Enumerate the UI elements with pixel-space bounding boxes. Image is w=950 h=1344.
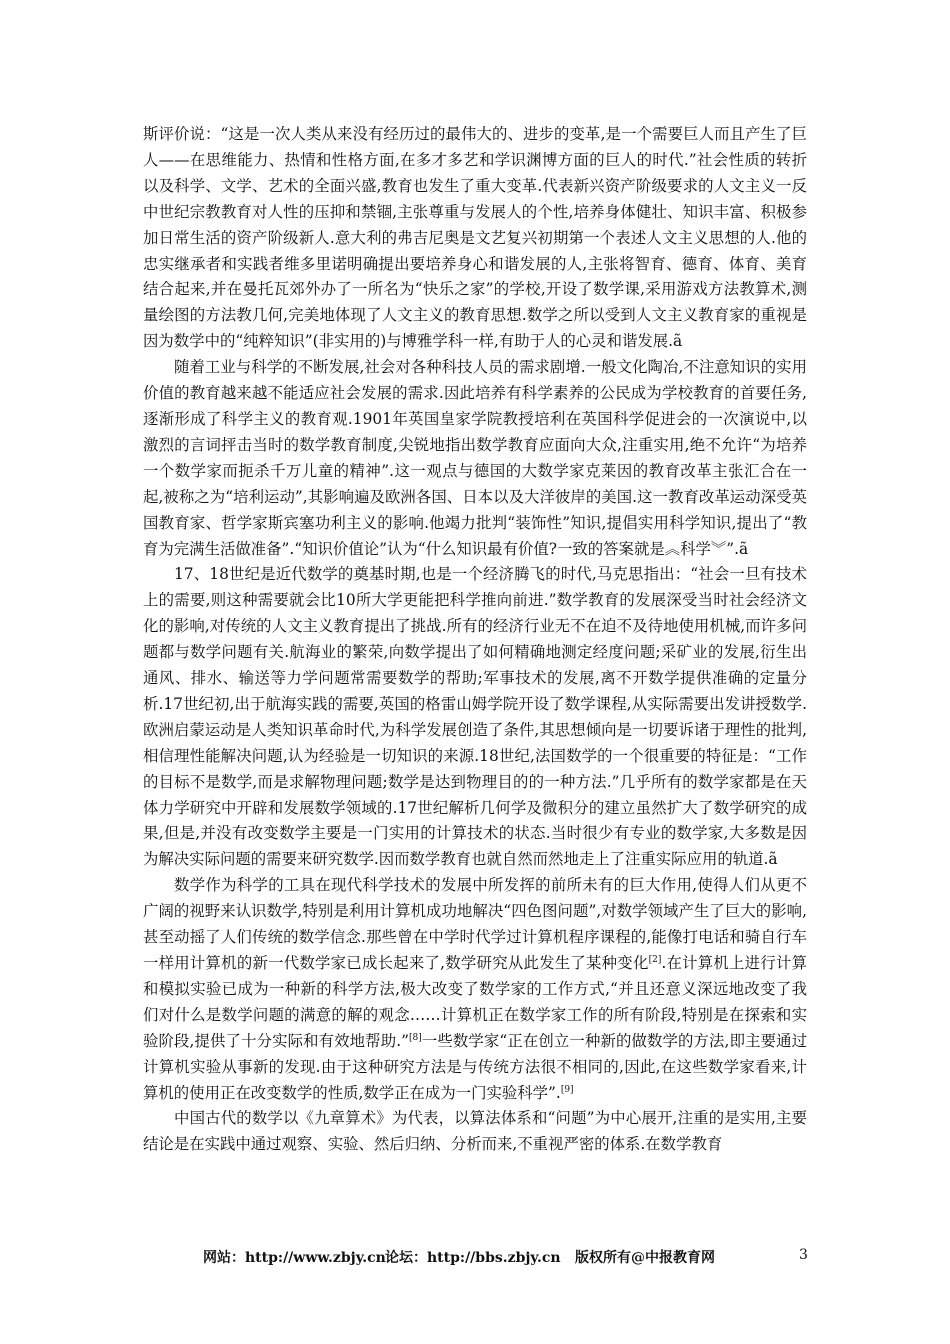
page-number: 3 [799,1247,808,1263]
body-paragraph [143,355,807,562]
body-paragraph [143,1106,807,1158]
paragraph-text: 数学作为科学的工具在现代科学技术的发展中所发挥的前所未有的巨大作用,使得人们从更不广阔的视野来认识数学,特别是利用计算机成功地解决“四色图问题”,对数学领域产生了巨大的影响,甚至动摇了人们传统的数学信念.那些曾在中学时代学过计算机程序课程的,能像打电话和骑自行车一样用计算机的新一代数学家已成长起来了,数学研究从此发生了某种变化 [143,876,807,972]
body-paragraph [143,873,807,1106]
footer-forum: 论坛：http://bbs.zbjy.cn [385,1250,561,1266]
body-paragraph [143,562,807,873]
paragraph-text: .在计算机上进行计算和模拟实验已成为一种新的科学方法,极大改变了数学家的工作方式,“并且还意义深远地改变了我们对什么是数学问题的满意的解的观念……计算机正在数学家工作的所有阶段,特别是在探索和实验阶段,提供了十分实际和有效地帮助.” [143,954,807,1050]
paragraph-text: 斯评价说：“这是一次人类从来没有经历过的最伟大的、进步的变革,是一个需要巨人而且产生了巨人——在思维能力、热情和性格方面,在多才多艺和学识渊博方面的巨人的时代.”社会性质的转折以及科学、文学、艺术的全面兴盛,教育也发生了重大变革.代表新兴资产阶级要求的人文主义一反中世纪宗教教育对人性的压抑和禁锢,主张尊重与发展人的个性,培养身体健壮、知识丰富、积极参加日常生活的资产阶级新人.意大利的弗吉尼奥是文艺复兴初期第一个表述人文主义思想的人.他的忠实继承者和实践者维多里诺明确提出要培养身心和谐发展的人,主张将智育、德育、体育、美育结合起来,并在曼托瓦郊外办了一所名为“快乐之家”的学校,开设了数学课,采用游戏方法教算术,测量绘图的方法教几何,完美地体现了人文主义的教育思想.数学之所以受到人文主义教育家的重视是因为数学中的“纯粹知识”(非实用的)与博雅学科一样,有助于人的心灵和谐发展.ã [143,125,807,351]
footer-website: 网站：http://www.zbjy.cn [203,1250,386,1266]
paragraph-text: 17、18世纪是近代数学的奠基时期,也是一个经济腾飞的时代,马克思指出：“社会一旦有技术上的需要,则这种需要就会比10所大学更能把科学推向前进.”数学教育的发展深受当时社会经济文化的影响,对传统的人文主义教育提出了挑战.所有的经济行业无不在迫不及待地使用机械,而许多问题都与数学问题有关.航海业的繁荣,向数学提出了如何精确地测定经度问题;采矿业的发展,衍生出通风、排水、输送等力学问题常需要数学的帮助;军事技术的发展,离不开数学提供准确的定量分析.17世纪初,出于航海实践的需要,英国的格雷山姆学院开设了数学课程,从实际需要出发讲授数学.欧洲启蒙运动是人类知识革命时代,为科学发展创造了条件,其思想倾向是一切要诉诸于理性的批判,相信理性能解决问题,认为经验是一切知识的来源.18世纪,法国数学的一个很重要的特征是：“工作的目标不是数学,而是求解物理问题;数学是达到物理目的的一种方法.”几乎所有的数学家都是在天体力学研究中开辟和发展数学领域的.17世纪解析几何学及微积分的建立虽然扩大了数学研究的成果,但是,并没有改变数学主要是一门实用的计算技术的状态.当时很少有专业的数学家,大多数是因为解决实际问题的需要来研究数学.因而数学教育也就自然而然地走上了注重实际应用的轨道.ã [143,565,807,869]
paragraph-text: 一些数学家“正在创立一种新的做数学的方法,即主要通过计算机实验从事新的发现.由于这种研究方法是与传统方法很不相同的,因此,在这些数学家看来,计算机的使用正在改变数学的性质,数学正在成为一门实验科学”. [143,1031,808,1102]
paragraph-text: 随着工业与科学的不断发展,社会对各种科技人员的需求剧增.一般文化陶冶,不注意知识的实用价值的教育越来越不能适应社会发展的需求.因此培养有科学素养的公民成为学校教育的首要任务,逐渐形成了科学主义的教育观.1901年英国皇家学院教授培利在英国科学促进会的一次演说中,以激烈的言词抨击当时的数学教育制度,尖锐地指出数学教育应面向大众,注重实用,绝不允许“为培养一个数学家而扼杀千万儿童的精神”.这一观点与德国的大数学家克莱因的教育改革主张汇合在一起,被称之为“培利运动”,其影响遍及欧洲各国、日本以及大洋彼岸的美国.这一教育改革运动深受英国教育家、哲学家斯宾塞功利主义的影响.他竭力批判“装饰性”知识,提倡实用科学知识,提出了“教育为完满生活做准备”.“知识价值论”认为“什么知识最有价值?一致的答案就是︽科学︾”.ã [143,358,807,558]
page-footer [0,1247,950,1271]
citation-ref: [9] [560,1084,574,1095]
document-body [143,122,807,1158]
citation-ref: [2] [648,954,662,965]
footer-copyright: 版权所有@中报教育网 [575,1250,715,1266]
citation-ref: [8] [408,1032,422,1043]
body-paragraph [143,122,807,355]
paragraph-text: 中国古代的数学以《九章算术》为代表，以算法体系和“问题”为中心展开,注重的是实用,主要结论是在实践中通过观察、实验、然后归纳、分析而来,不重视严密的体系.在数学教育 [143,1109,807,1154]
